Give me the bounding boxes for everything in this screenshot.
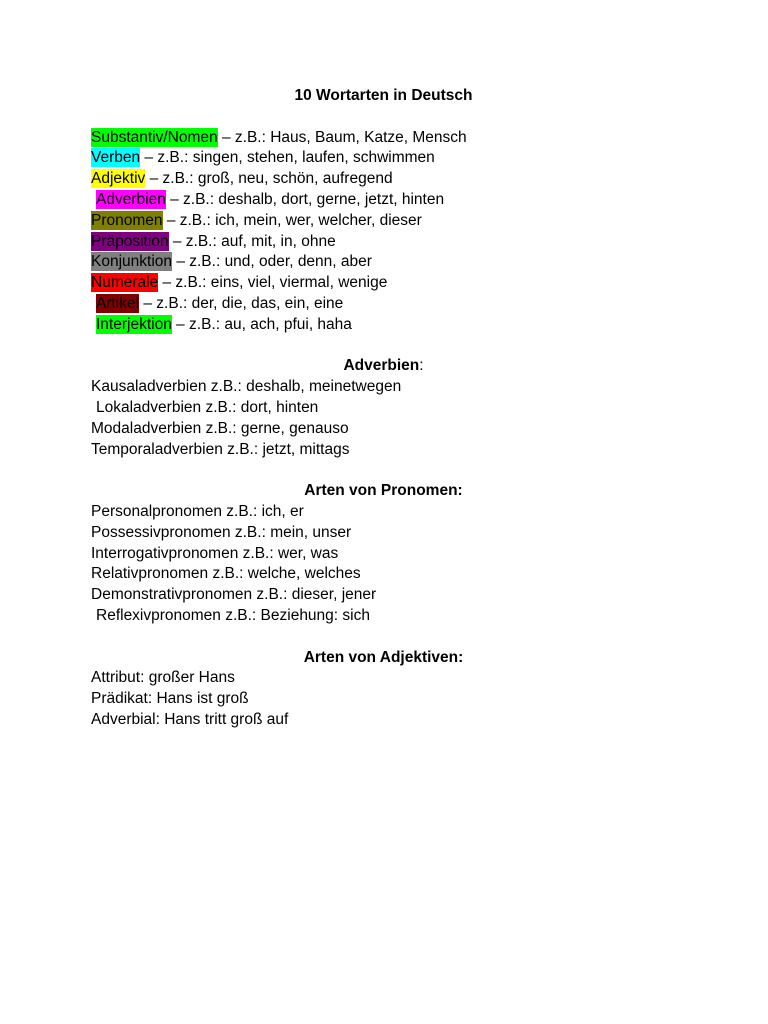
wortart-examples: – z.B.: deshalb, dort, gerne, jetzt, hinten bbox=[165, 190, 445, 208]
wortart-term: Pronomen bbox=[91, 211, 163, 229]
wortart-examples: – z.B.: ich, mein, wer, welcher, dieser bbox=[162, 211, 422, 229]
adverbien-item: Modaladverbien z.B.: gerne, genauso bbox=[91, 419, 349, 437]
wortart-term: Verben bbox=[91, 149, 141, 167]
adverbien-list bbox=[91, 377, 676, 460]
wortart-examples: – z.B.: Haus, Baum, Katze, Mensch bbox=[217, 128, 467, 146]
blank-line bbox=[91, 336, 676, 357]
blank-line bbox=[91, 107, 676, 128]
wortart-examples: – z.B.: auf, mit, in, ohne bbox=[168, 232, 336, 250]
adjektive-item: Prädikat: Hans ist groß bbox=[91, 690, 249, 708]
wortart-term: Interjektion bbox=[96, 315, 172, 333]
wortart-examples: – z.B.: singen, stehen, laufen, schwimmen bbox=[140, 149, 435, 167]
adverbien-item: Lokaladverbien z.B.: dort, hinten bbox=[96, 398, 319, 416]
adverbien-item: Kausaladverbien z.B.: deshalb, meinetwegen bbox=[91, 378, 402, 396]
pronomen-item: Relativpronomen z.B.: welche, welches bbox=[91, 565, 361, 583]
wortart-line bbox=[91, 315, 676, 336]
wortart-line bbox=[91, 294, 676, 315]
wortart-term: Adverbien bbox=[96, 190, 166, 208]
wortart-line bbox=[91, 148, 676, 169]
adverbien-item: Temporaladverbien z.B.: jetzt, mittags bbox=[91, 440, 350, 458]
wortart-line bbox=[91, 232, 676, 253]
adjektive-list bbox=[91, 668, 676, 730]
pronomen-item: Personalpronomen z.B.: ich, er bbox=[91, 502, 304, 520]
wortart-term: Artikel bbox=[96, 294, 140, 312]
wortart-term: Substantiv/Nomen bbox=[91, 128, 218, 146]
adverbien-heading bbox=[91, 356, 676, 377]
wortart-line bbox=[91, 211, 676, 232]
pronomen-list bbox=[91, 502, 676, 627]
wortart-examples: – z.B.: eins, viel, viermal, wenige bbox=[158, 274, 388, 292]
blank-line bbox=[91, 627, 676, 648]
pronomen-item: Interrogativpronomen z.B.: wer, was bbox=[91, 544, 339, 562]
wortart-line bbox=[91, 169, 676, 190]
wortart-line bbox=[91, 190, 676, 211]
wortart-line bbox=[91, 273, 676, 294]
pronomen-item: Demonstrativpronomen z.B.: dieser, jener bbox=[91, 586, 377, 604]
adjektive-item: Attribut: großer Hans bbox=[91, 669, 235, 687]
wortart-term: Numerale bbox=[91, 274, 159, 292]
document-title: 10 Wortarten in Deutsch bbox=[294, 87, 473, 104]
wortart-line bbox=[91, 252, 676, 273]
wortart-line bbox=[91, 128, 676, 149]
wortart-examples: – z.B.: groß, neu, schön, aufregend bbox=[145, 170, 393, 188]
wortart-examples: – z.B.: der, die, das, ein, eine bbox=[139, 294, 344, 312]
adverbien-heading-suffix: : bbox=[419, 357, 424, 375]
wortart-examples: – z.B.: und, oder, denn, aber bbox=[172, 253, 372, 271]
wortart-term: Präposition bbox=[91, 232, 169, 250]
adverbien-heading-text: Adverbien bbox=[343, 357, 420, 375]
wortart-examples: – z.B.: au, ach, pfui, haha bbox=[171, 315, 352, 333]
pronomen-heading: Arten von Pronomen: bbox=[304, 482, 463, 500]
document-page bbox=[91, 86, 676, 731]
wortart-term: Konjunktion bbox=[91, 253, 173, 271]
pronomen-item: Reflexivpronomen z.B.: Beziehung: sich bbox=[96, 606, 370, 624]
pronomen-item: Possessivpronomen z.B.: mein, unser bbox=[91, 523, 352, 541]
wortart-term: Adjektiv bbox=[91, 170, 146, 188]
adjektive-heading: Arten von Adjektiven: bbox=[303, 648, 464, 666]
blank-line bbox=[91, 460, 676, 481]
wortarten-list bbox=[91, 128, 676, 336]
adjektive-item: Adverbial: Hans tritt groß auf bbox=[91, 710, 289, 728]
